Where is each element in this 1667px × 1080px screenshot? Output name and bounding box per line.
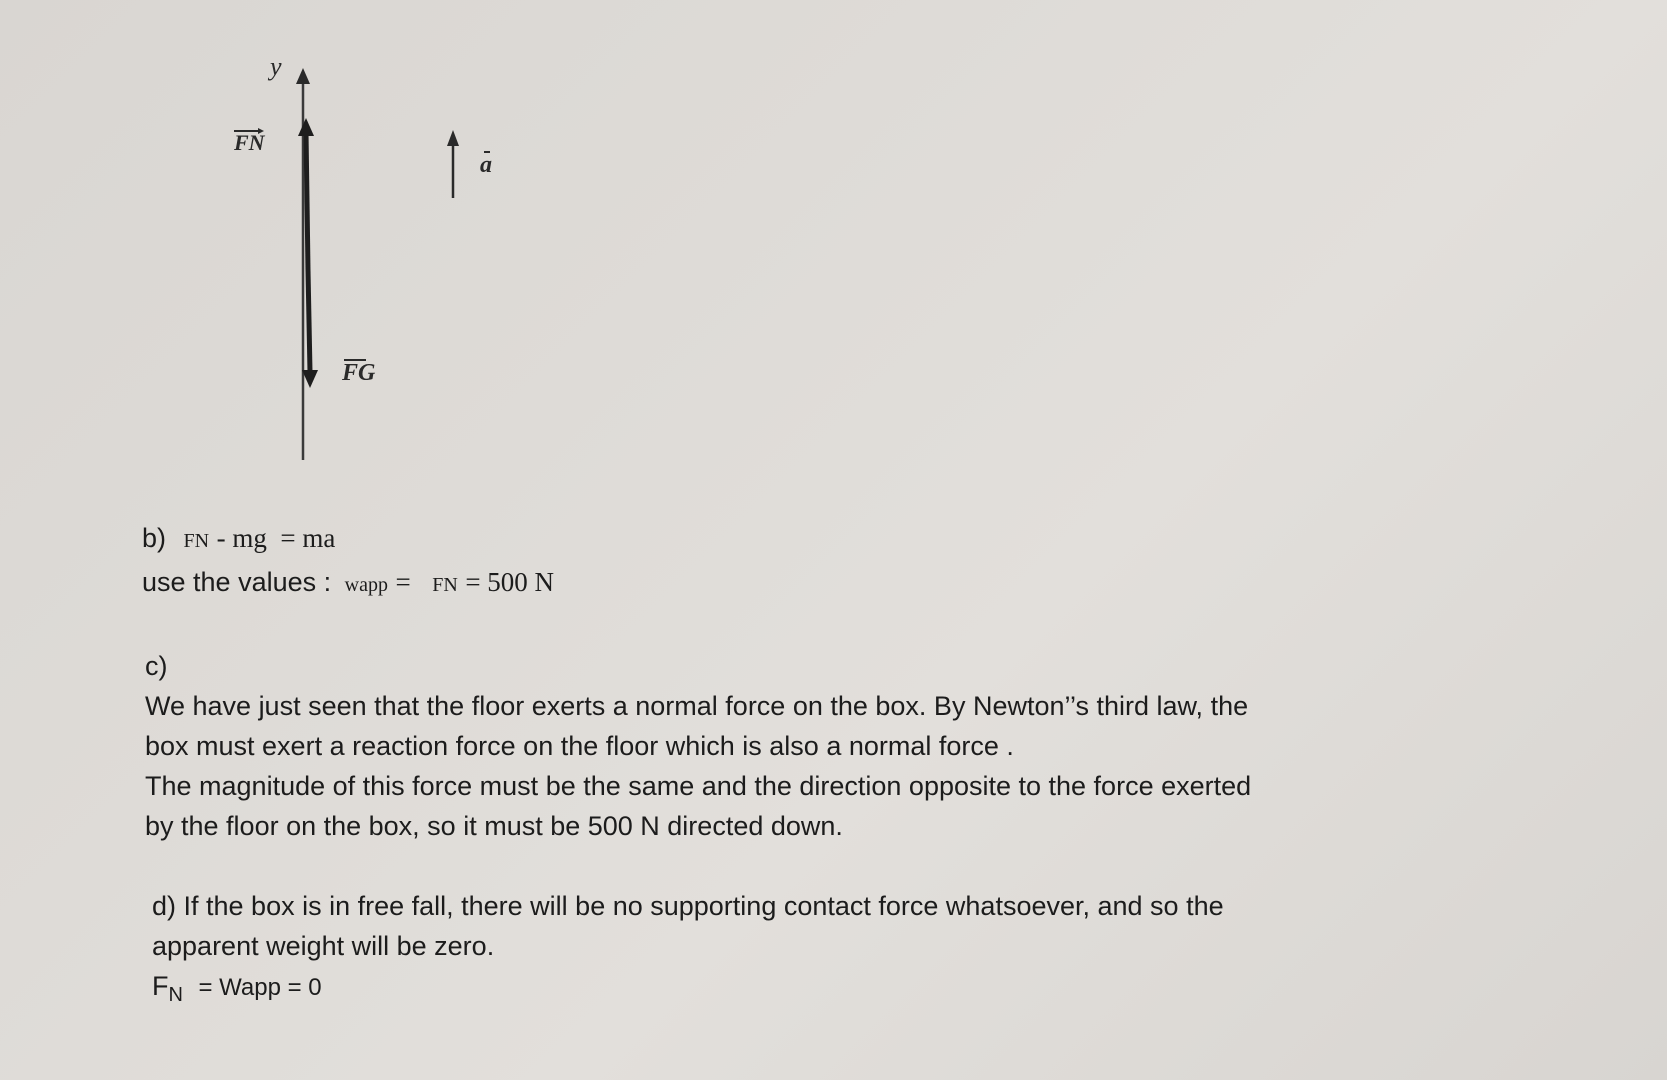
y-axis-label: y [270, 52, 282, 81]
normal-force-vector [306, 132, 308, 270]
part-d-equation [152, 966, 1224, 1015]
part-c-line-3: The magnitude of this force must be the same and the direction opposite to the force exerted [145, 771, 1252, 801]
part-b-fn-value: FN [432, 574, 458, 596]
part-d-f: F [152, 971, 169, 1001]
part-b-value: = 500 N [465, 567, 555, 597]
acceleration-label: a [480, 152, 492, 178]
gravity-force-vector [308, 270, 310, 372]
normal-force-arrowhead [298, 118, 314, 136]
part-c-block [145, 646, 1251, 846]
part-d-n: N [168, 984, 183, 1006]
gravity-force-arrowhead [302, 370, 318, 388]
part-b-equation [142, 518, 335, 561]
gravity-force-label: FG [342, 360, 376, 386]
part-d-line-2: apparent weight will be zero. [152, 931, 495, 961]
part-d-block [152, 886, 1224, 1015]
part-b-values-text: use the values : [142, 567, 332, 597]
free-body-diagram-svg [0, 0, 620, 480]
part-d-equation-rest: = Wapp = 0 [198, 974, 322, 1001]
free-body-diagram [0, 0, 620, 480]
part-b-equation-rest: - mg = ma [216, 523, 336, 553]
part-b-label: b) [142, 523, 167, 553]
normal-force-label: FN [234, 130, 265, 155]
part-c-line-2: box must exert a reaction force on the floor which is also a normal force . [145, 731, 1014, 761]
acceleration-arrowhead [447, 130, 459, 146]
y-axis-arrowhead [296, 68, 310, 84]
part-c-line-4: by the floor on the box, so it must be 500 N directed down. [145, 811, 843, 841]
part-c-line-1: We have just seen that the floor exerts a normal force on the box. By Newton’’s third law, the [145, 691, 1249, 721]
part-b-fn: FN [183, 530, 210, 552]
part-b-values [142, 562, 554, 605]
part-d-line-1: d) If the box is in free fall, there will be no supporting contact force whatsoever, and so the [152, 891, 1224, 921]
part-c-label: c) [145, 651, 168, 681]
part-b-equals: = [395, 567, 411, 597]
part-b-wapp: wapp [344, 574, 388, 596]
